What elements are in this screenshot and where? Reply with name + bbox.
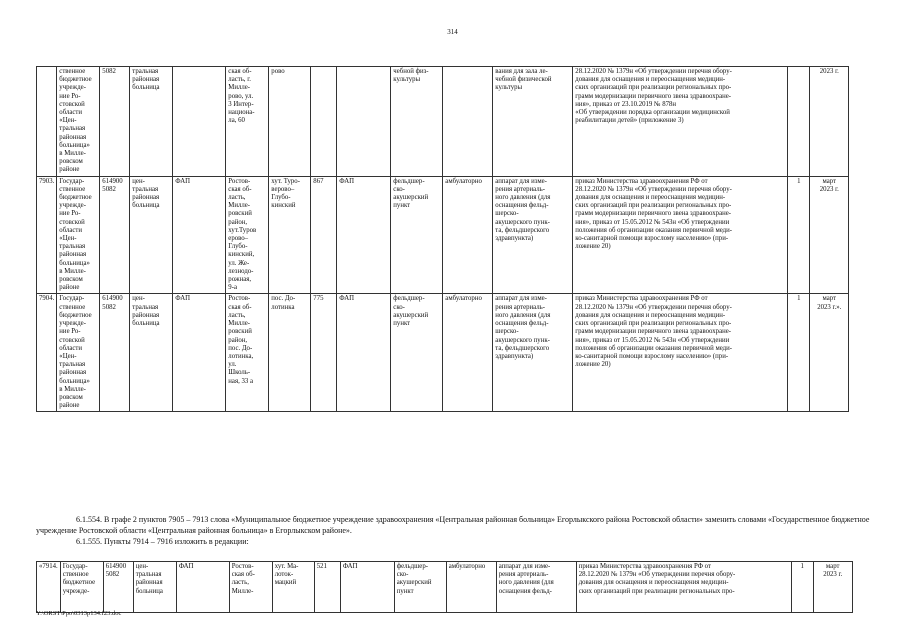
cell-qty — [788, 67, 810, 177]
cell-profile: чебной физ- культуры — [391, 67, 443, 177]
cell-type: ФАП — [176, 562, 229, 613]
cell-type: ФАП — [173, 294, 226, 412]
cell-locality: рово — [269, 67, 311, 177]
cell-care: амбулаторно — [446, 562, 496, 613]
cell-ftype — [337, 67, 391, 177]
cell-org: Государ- ственное бюджетное учрежде- ние Ро- стовской области «Цен- тральная районная больница» в Милле- ровском районе — [57, 294, 100, 412]
cell-date: март 2023 г. — [810, 176, 849, 294]
cell-equip: аппарат для изме- рения артериаль- ного давления (для оснащения фельд- шерско- акушерского пунк- та, фельдшерского здравпункта) — [493, 176, 573, 294]
cell-doc: 28.12.2020 № 1379н «Об утверждении перечня обору- дования для оснащения и переоснащения медицин- ских организаций при реализации региональных про- грамм модернизации первичного звена здравоохране- ния», приказ от 23.10.2019 № 878н «Об утверждении порядка организации медицинской реабилитации детей» (приложение 3) — [573, 67, 788, 177]
cell-num: 7904. — [37, 294, 57, 412]
cell-address: Ростов- ская об- ласть, Милле- — [229, 562, 272, 613]
cell-profile: фельдшер- ско- акушерский пункт — [394, 562, 446, 613]
cell-equip: аппарат для изме- рения артериаль- ного давления (для оснащения фельд- шерско- акушерского пунк- та, фельдшерского здравпункта) — [493, 294, 573, 412]
cell-doc: приказ Министерства здравоохранения РФ от 28.12.2020 № 1379н «Об утверждении перечня обору- дования для оснащения и переоснащения медицин- ских организаций при реализации региональных про- грамм модернизации первичного звена здравоохране- ния», приказ от 15.05.2012 № 543н «Об утверждении положения об организации оказания первичной меди- ко-санитарной помощи взрослому населению» (при- ложение 20) — [573, 294, 788, 412]
file-path-footer: Y:\ORST\Ppo\0313p134.f23.doc — [36, 610, 122, 617]
table-row — [37, 176, 849, 294]
cell-care: амбулаторно — [443, 176, 493, 294]
cell-org: Государ- ственное бюджетное учрежде- — [60, 562, 103, 613]
cell-address: Ростов- ская об- ласть, Милле- ровский район, хут.Туров ерово– Глубо- кинский, ул. Же- лезнодо- рожная, 9-а — [226, 176, 269, 294]
cell-address: Ростов- ская об- ласть, Милле- ровский район, пос. До- лотинка, ул. Школь- ная, 33 а — [226, 294, 269, 412]
cell-pop — [311, 67, 337, 177]
cell-equip: вания для зала ле- чебной физической культуры — [493, 67, 573, 177]
cell-qty: 1 — [788, 294, 810, 412]
cell-unit: цен- тральная районная больница — [130, 176, 173, 294]
table-row — [37, 67, 849, 177]
amendment-paragraph-6-1-555: 6.1.555. Пункты 7914 – 7916 изложить в редакции: — [76, 537, 249, 546]
cell-code: 5082 — [100, 67, 130, 177]
cell-code: 614900 5082 — [100, 294, 130, 412]
cell-code: 614900 5082 — [100, 176, 130, 294]
equipment-table-bottom — [36, 561, 853, 613]
cell-org: Государ- ственное бюджетное учрежде- ние Ро- стовской области «Цен- тральная районная больница» в Милле- ровском районе — [57, 176, 100, 294]
cell-pop: 775 — [311, 294, 337, 412]
cell-address: ская об- ласть, г. Милле- рово, ул. 3 Интер- национа- ла, 60 — [226, 67, 269, 177]
cell-type — [173, 67, 226, 177]
cell-ftype: ФАП — [340, 562, 394, 613]
cell-unit: тральная районная больница — [130, 67, 173, 177]
cell-type: ФАП — [173, 176, 226, 294]
cell-locality: пос. До- лотинка — [269, 294, 311, 412]
cell-qty: 1 — [788, 176, 810, 294]
cell-unit: цен- тральная районная больница — [133, 562, 176, 613]
cell-pop: 521 — [314, 562, 340, 613]
cell-num — [37, 67, 57, 177]
cell-equip: аппарат для изме- рения артериаль- ного давления (для оснащения фельд- — [496, 562, 576, 613]
cell-num: «7914. — [37, 562, 61, 613]
cell-code: 614900 5082 — [103, 562, 133, 613]
table-row — [37, 294, 849, 412]
cell-profile: фельдшер- ско- акушерский пункт — [391, 176, 443, 294]
cell-unit: цен- тральная районная больница — [130, 294, 173, 412]
cell-qty: 1 — [791, 562, 813, 613]
cell-care: амбулаторно — [443, 294, 493, 412]
cell-profile: фельдшер- ско- акушерский пункт — [391, 294, 443, 412]
cell-num: 7903. — [37, 176, 57, 294]
cell-care — [443, 67, 493, 177]
table-row — [37, 562, 853, 613]
cell-date: 2023 г. — [810, 67, 849, 177]
cell-locality: хут. Туро- верово– Глубо- кинский — [269, 176, 311, 294]
cell-date: март 2023 г.». — [810, 294, 849, 412]
cell-locality: хут. Ма- лоток- мацкий — [272, 562, 314, 613]
cell-ftype: ФАП — [337, 176, 391, 294]
amendment-paragraph-6-1-554: 6.1.554. В графе 2 пунктов 7905 – 7913 слова «Муниципальное бюджетное учреждение здравоохранения «Центральная районная больница» Егорлыкского района Ростовской области» заменить словами «Государственное бюджетное учреждение Ростовской области «Центральная районная больница» в Егорлыкском районе». — [36, 515, 870, 535]
cell-doc: приказ Министерства здравоохранения РФ от 28.12.2020 № 1379н «Об утверждении перечня обору- дования для оснащения и переоснащения медицин- ских организаций при реализации региональных про- — [576, 562, 791, 613]
cell-org: ственное бюджетное учрежде- ние Ро- стовской области «Цен- тральная районная больница» в Милле- ровском районе — [57, 67, 100, 177]
cell-doc: приказ Министерства здравоохранения РФ от 28.12.2020 № 1379н «Об утверждении перечня обору- дования для оснащения и переоснащения медицин- ских организаций при реализации региональных про- грамм модернизации первичного звена здравоохране- ния», приказ от 15.05.2012 № 543н «Об утверждении положения об организации оказания первичной меди- ко-санитарной помощи взрослому населению» (при- ложение 20) — [573, 176, 788, 294]
cell-ftype: ФАП — [337, 294, 391, 412]
equipment-table-top — [36, 66, 849, 412]
cell-pop: 867 — [311, 176, 337, 294]
cell-date: март 2023 г. — [813, 562, 852, 613]
page-number: 314 — [447, 28, 458, 36]
